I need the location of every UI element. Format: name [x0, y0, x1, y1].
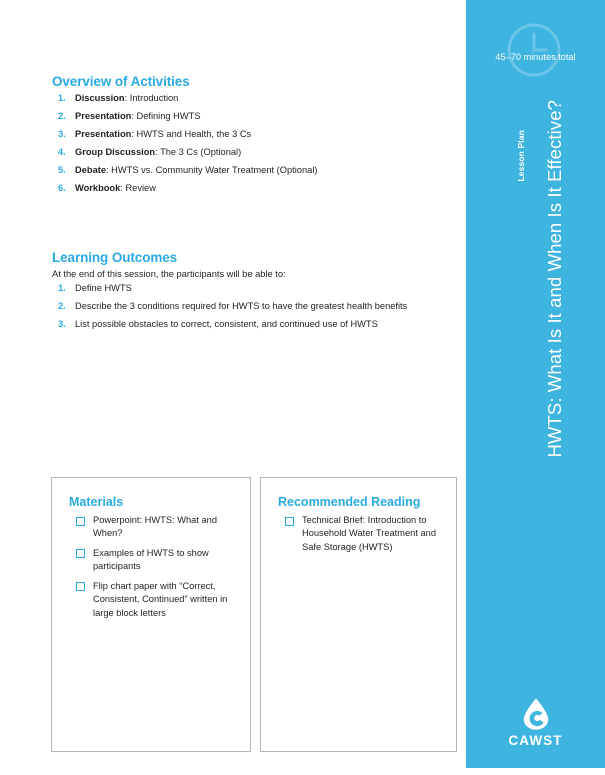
material-item-text: Examples of HWTS to show participants: [93, 547, 209, 572]
overview-list: [52, 93, 317, 195]
lesson-plan-sidebar: [466, 0, 605, 768]
checkbox-icon[interactable]: [76, 517, 85, 526]
activity-detail: : Defining HWTS: [131, 111, 201, 121]
learning-outcome-text: List possible obstacles to correct, consistent, and continued use of HWTS: [75, 319, 378, 329]
checkbox-icon[interactable]: [76, 582, 85, 591]
material-item-text: Flip chart paper with “Correct, Consistent, Continued” written in large block letters: [93, 580, 228, 618]
overview-list-item: [52, 111, 317, 123]
material-item: [52, 580, 238, 620]
learning-outcome-text: Define HWTS: [75, 283, 132, 293]
list-number: 2.: [58, 301, 66, 311]
water-droplet-icon: [523, 698, 549, 730]
activity-type: Group Discussion: [75, 147, 156, 157]
learning-outcomes-heading: Learning Outcomes: [52, 250, 178, 265]
overview-list-item: [52, 147, 317, 159]
lesson-plan-kicker: Lesson Plan: [516, 130, 526, 182]
activity-type: Workbook: [75, 183, 121, 193]
materials-checklist: [52, 514, 250, 620]
overview-heading: Overview of Activities: [52, 74, 190, 89]
list-number: 6.: [58, 183, 66, 193]
clock-icon: [506, 22, 562, 78]
recommended-reading-panel: [260, 477, 457, 752]
duration-text: 45–70 minutes total: [495, 52, 576, 62]
activity-type: Presentation: [75, 129, 132, 139]
overview-list-item: [52, 129, 317, 141]
overview-of-activities-section: [52, 74, 317, 201]
overview-list-item: [52, 93, 317, 105]
learning-outcome-item: [52, 319, 407, 331]
learning-outcomes-list: [52, 283, 407, 331]
cawst-wordmark: CAWST: [508, 733, 563, 748]
list-number: 3.: [58, 319, 66, 329]
list-number: 1.: [58, 283, 66, 293]
materials-heading: Materials: [69, 495, 124, 509]
activity-detail: : The 3 Cs (Optional): [155, 147, 242, 157]
reading-item-text: Technical Brief: Introduction to Household Water Treatment and Safe Storage (HWTS): [302, 515, 437, 552]
recommended-reading-heading: Recommended Reading: [278, 495, 421, 509]
activity-type: Discussion: [75, 93, 125, 103]
list-number: 5.: [58, 165, 66, 175]
list-number: 4.: [58, 147, 66, 157]
activity-detail: : HWTS and Health, the 3 Cs: [131, 129, 252, 139]
learning-outcome-item: [52, 283, 407, 295]
checkbox-icon[interactable]: [285, 517, 294, 526]
overview-list-item: [52, 183, 317, 195]
learning-outcomes-intro: At the end of this session, the participants will be able to:: [52, 269, 286, 279]
overview-list-item: [52, 165, 317, 177]
recommended-reading-checklist: [261, 514, 456, 554]
material-item: [52, 547, 238, 574]
material-item: [52, 514, 238, 541]
activity-type: Debate: [75, 165, 107, 175]
list-number: 3.: [58, 129, 66, 139]
reading-item: [261, 514, 444, 554]
list-number: 1.: [58, 93, 66, 103]
activity-type: Presentation: [75, 111, 132, 121]
learning-outcome-text: Describe the 3 conditions required for HWTS to have the greatest health benefits: [75, 301, 408, 311]
activity-detail: : Introduction: [124, 93, 179, 103]
learning-outcomes-section: [52, 250, 407, 337]
checkbox-icon[interactable]: [76, 549, 85, 558]
cawst-logo: [466, 698, 605, 748]
page-title: HWTS: What Is It and When Is It Effective?: [544, 100, 565, 458]
material-item-text: Powerpoint: HWTS: What and When?: [93, 515, 218, 539]
activity-detail: : Review: [120, 183, 156, 193]
activity-detail: : HWTS vs. Community Water Treatment (Optional): [106, 165, 318, 175]
list-number: 2.: [58, 111, 66, 121]
materials-panel: [51, 477, 251, 752]
learning-outcome-item: [52, 301, 407, 313]
